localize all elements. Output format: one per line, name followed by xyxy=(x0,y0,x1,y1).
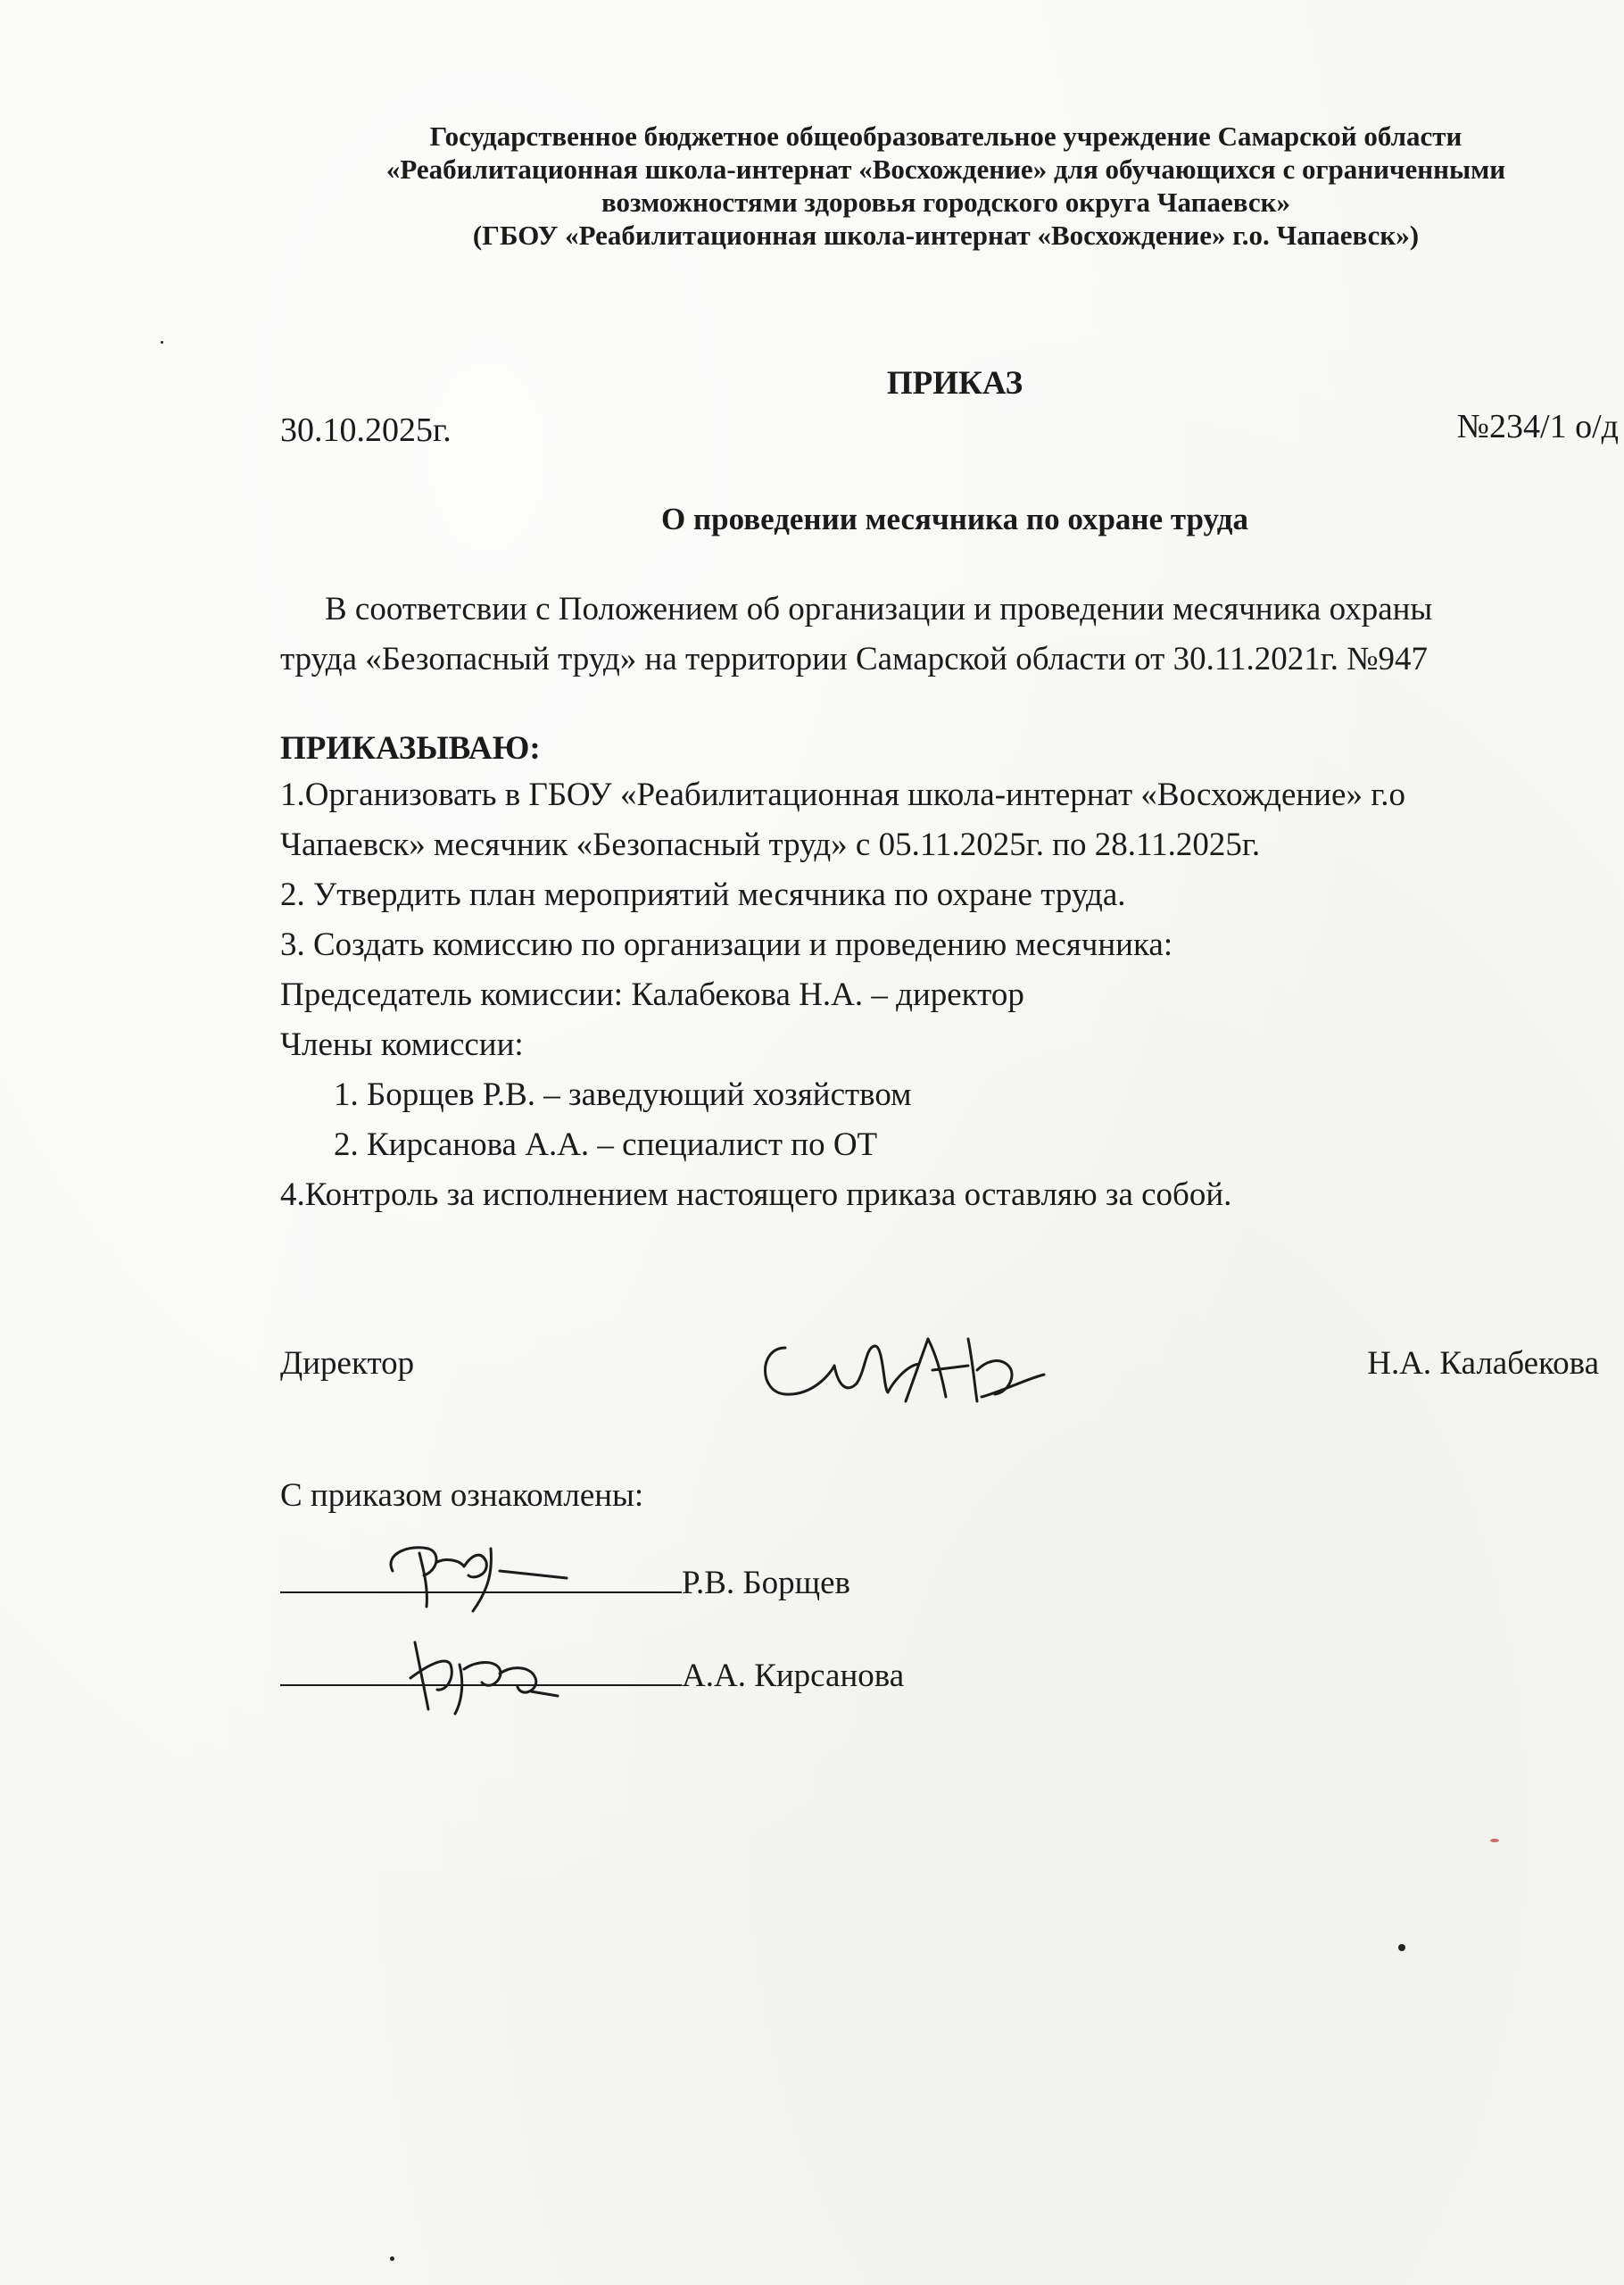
borshchev-signature-image xyxy=(375,1535,589,1616)
header-line-1: Государственное бюджетное общеобразовательное учреждение Самарской области xyxy=(429,120,1462,152)
order-item-2: 2. Утвердить план мероприятий месячника по охране труда. xyxy=(280,877,1126,913)
scan-speck xyxy=(1398,1944,1405,1951)
document-date: 30.10.2025г. xyxy=(280,411,452,449)
familiarized-person-1: Р.В. Борщев xyxy=(682,1565,851,1601)
order-item-1-line-1: 1.Организовать в ГБОУ «Реабилитационная школа-интернат «Восхождение» г.о xyxy=(280,777,1405,813)
document-number: №234/1 о/д xyxy=(1456,408,1619,445)
header-line-2: «Реабилитационная школа-интернат «Восхождение» для обучающихся с ограниченными xyxy=(385,154,1506,185)
signature-position: Директор xyxy=(280,1345,415,1382)
order-heading: ПРИКАЗЫВАЮ: xyxy=(280,730,541,767)
order-item-3: 3. Создать комиссию по организации и проведению месячника: xyxy=(280,926,1173,963)
scan-speck xyxy=(1490,1839,1499,1842)
header-line-4: (ГБОУ «Реабилитационная школа-интернат «Восхождение» г.о. Чапаевск») xyxy=(472,220,1420,251)
header-line-3: возможностями здоровья городского округа Чапаевск» xyxy=(601,187,1290,218)
order-item-4: 4.Контроль за исполнением настоящего приказа оставляю за собой. xyxy=(280,1176,1232,1213)
scan-speck xyxy=(161,341,163,344)
familiarized-row-2 xyxy=(280,1657,904,1695)
order-item-1-line-2: Чапаевск» месячник «Безопасный труд» с 05.11.2025г. по 28.11.2025г. xyxy=(280,827,1261,863)
familiarized-title: С приказом ознакомлены: xyxy=(280,1477,644,1514)
order-body xyxy=(280,727,1624,1220)
commission-member-2: 2. Кирсанова А.А. – специалист по ОТ xyxy=(334,1126,878,1163)
document-subject: О проведении месячника по охране труда xyxy=(660,502,1248,536)
commission-members-label: Члены комиссии: xyxy=(280,1026,524,1063)
director-signature-image xyxy=(750,1321,1053,1419)
intro-line-1: В соответсвии с Положением об организации и проведении месячника охраны xyxy=(325,591,1433,627)
intro-line-2: труда «Безопасный труд» на территории Самарской области от 30.11.2021г. №947 xyxy=(280,641,1429,677)
familiarized-person-2: А.А. Кирсанова xyxy=(682,1658,905,1694)
document-title: ПРИКАЗ xyxy=(886,365,1023,402)
intro-paragraph xyxy=(280,585,1624,685)
commission-member-1: 1. Борщев Р.В. – заведующий хозяйством xyxy=(334,1076,912,1113)
scan-speck xyxy=(390,2256,394,2261)
kirsanova-signature-image xyxy=(375,1629,589,1718)
commission-chair: Председатель комиссии: Калабекова Н.А. – директор xyxy=(280,976,1024,1013)
signature-name: Н.А. Калабекова xyxy=(1367,1345,1599,1382)
organization-header xyxy=(277,120,1615,252)
